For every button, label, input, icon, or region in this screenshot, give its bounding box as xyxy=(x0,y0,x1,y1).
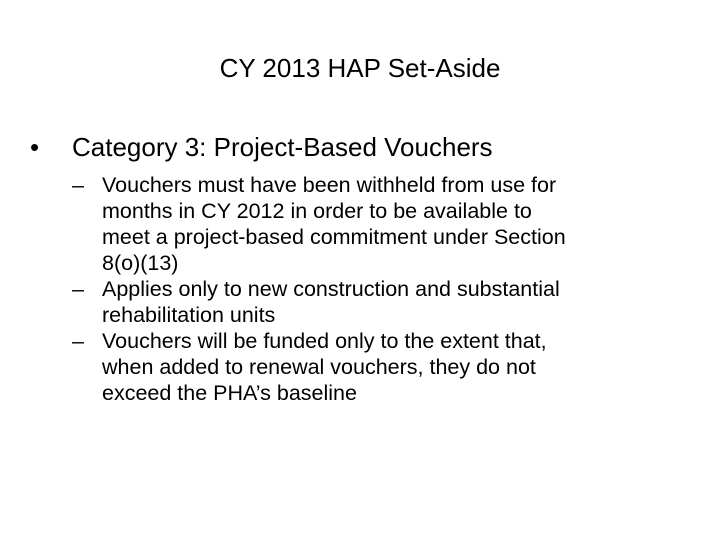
sub-bullet-text xyxy=(102,328,692,406)
sub-bullet-text xyxy=(102,276,692,328)
text-line: months in CY 2012 in order to be available to xyxy=(102,199,532,223)
text-line: Vouchers will be funded only to the extent that, xyxy=(102,329,547,353)
text-line: Applies only to new construction and substantial xyxy=(102,277,560,301)
sub-bullet-list xyxy=(30,172,680,406)
text-line: rehabilitation units xyxy=(102,303,276,327)
sub-bullet-withheld xyxy=(72,172,680,276)
text-line: exceed the PHA’s baseline xyxy=(102,381,357,405)
text-line: meet a project-based commitment under Section xyxy=(102,225,566,249)
slide-content xyxy=(30,128,680,406)
sub-bullet-marker: – xyxy=(72,173,84,197)
text-line: Vouchers must have been withheld from use for xyxy=(102,173,557,197)
sub-bullet-applies xyxy=(72,276,680,328)
sub-bullet-text xyxy=(102,172,692,276)
slide-title: CY 2013 HAP Set-Aside xyxy=(219,53,501,83)
bullet-marker: • xyxy=(30,132,40,162)
text-line: 8(o)(13) xyxy=(102,251,179,275)
text-line: when added to renewal vouchers, they do not xyxy=(102,355,536,379)
sub-bullet-marker: – xyxy=(72,277,84,301)
sub-bullet-funded xyxy=(72,328,680,406)
bullet-category-3 xyxy=(30,128,680,166)
bullet-text: Category 3: Project-Based Vouchers xyxy=(72,132,493,162)
sub-bullet-marker: – xyxy=(72,329,84,353)
